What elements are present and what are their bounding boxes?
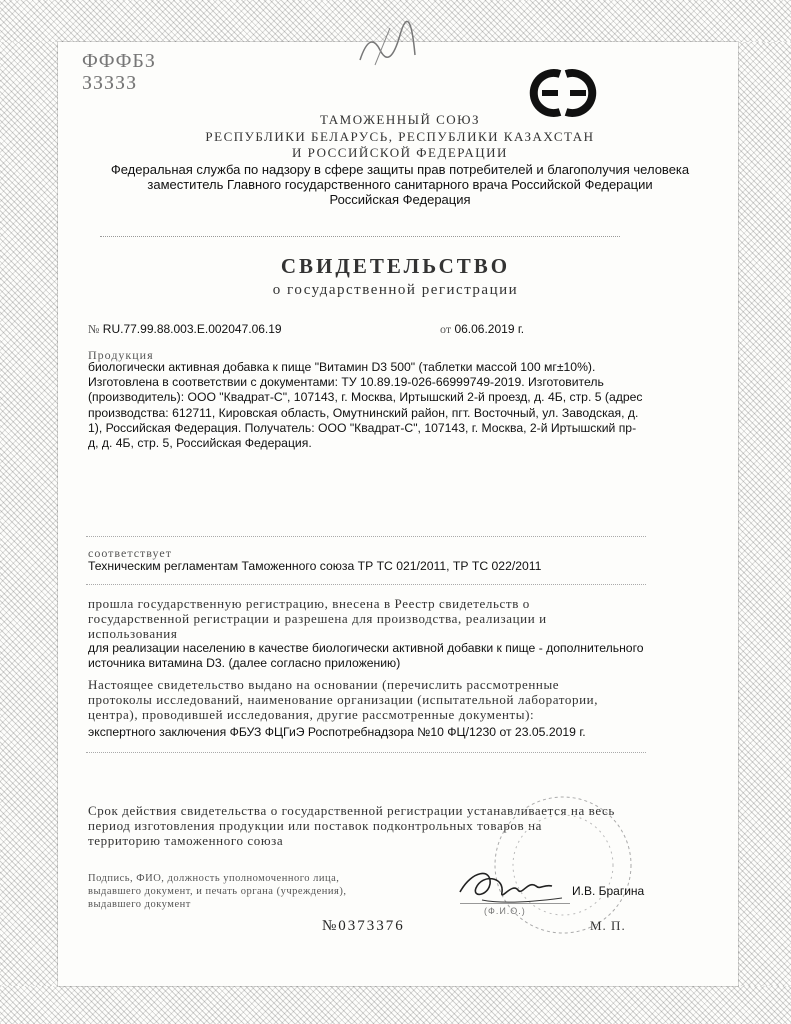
basis-line: Настоящее свидетельство выдано на основании (перечислить рассмотренные	[88, 677, 560, 692]
scan-border-bottom	[0, 986, 791, 1024]
union-federation: И РОССИЙСКОЙ ФЕДЕРАЦИИ	[292, 145, 508, 160]
validity-line: Срок действия свидетельства о государственной регистрации устанавливается на весь	[88, 803, 615, 818]
signature-line	[460, 903, 570, 904]
agency-name: Федеральная служба по надзору в сфере защиты прав потребителей и благополучия человека	[110, 162, 690, 177]
date-value: 06.06.2019 г.	[454, 322, 525, 336]
top-stamp	[82, 50, 192, 100]
compliance-text: Техническим регламентам Таможенного союза ТР ТС 021/2011, ТР ТС 022/2011	[88, 559, 542, 573]
section-divider	[86, 752, 646, 753]
document-subtitle: о государственной регистрации	[272, 282, 519, 298]
union-title: ТАМОЖЕННЫЙ СОЮЗ	[319, 112, 481, 127]
product-line: 1), Российская Федерация. Получатель: ООО "Квадрат-С", 107143, г. Москва, 2-й Иртышский пр-	[88, 420, 637, 435]
statement-line: государственной регистрации и разрешена для производства, реализации и	[88, 611, 547, 626]
top-stamp-line: ФФФБЗ	[82, 50, 156, 72]
agency-official: заместитель Главного государственного санитарного врача Российской Федерации	[147, 177, 653, 192]
top-scribble-mark	[350, 20, 420, 70]
validity-line: период изготовления продукции или поставок подконтрольных товаров на	[88, 818, 543, 833]
product-line: биологически активная добавка к пище "Витамин D3 500" (таблетки массой 100 мг±10%).	[88, 360, 596, 374]
validity-line: территорию таможенного союза	[88, 833, 284, 848]
usage-text	[88, 641, 658, 671]
signature-label-line: выдавшего документ	[88, 899, 191, 910]
registration-statement	[88, 596, 653, 641]
number-value: RU.77.99.88.003.Е.002047.06.19	[102, 322, 282, 336]
top-stamp-line: ЗЗЗЗЗ	[82, 72, 138, 94]
product-label: Продукция	[88, 348, 154, 362]
handwritten-signature	[452, 862, 572, 908]
number-label: №	[88, 322, 100, 336]
basis-line: центра), проводившей исследования, другие рассмотренные документы):	[88, 707, 535, 722]
registration-date	[440, 322, 524, 337]
product-line: Изготовлена в соответствии с документами: ТУ 10.89.19-026-66999749-2019. Изготовитель	[88, 375, 604, 390]
compliance-label: соответствует	[88, 546, 172, 560]
basis-line: протоколы исследований, наименование организации (испытательной лаборатории,	[88, 692, 599, 707]
section-divider	[86, 536, 646, 537]
signature-label-line: выдавшего документ, и печать органа (учреждения),	[88, 886, 347, 897]
statement-line: использования	[88, 626, 178, 641]
usage-line: для реализации населению в качестве биологически активной добавки к пище - дополнительного	[88, 641, 644, 655]
scan-border-right	[738, 42, 791, 986]
basis-value: экспертного заключения ФБУЗ ФЦГиЭ Роспотребнадзора №10 ФЦ/1230 от 23.05.2019 г.	[88, 725, 586, 739]
header-divider	[100, 236, 620, 237]
form-serial-number: №0373376	[322, 918, 405, 934]
product-line: производства: 612711, Кировская область, Омутнинский район, пгт. Восточный, ул. Заводская, д.	[88, 405, 639, 420]
section-divider	[86, 584, 646, 585]
seal-place-label: М. П.	[590, 918, 626, 933]
agency-country: Российская Федерация	[329, 192, 471, 207]
product-line: д, д. 4Б, стр. 5, Российская Федерация.	[88, 436, 312, 451]
signature-label-line: Подпись, ФИО, должность уполномоченного лица,	[88, 873, 340, 884]
statement-line: прошла государственную регистрацию, внесена в Реестр свидетельств о	[88, 596, 530, 611]
product-description	[88, 360, 658, 451]
signer-sublabel: (Ф.И.О.)	[484, 906, 526, 916]
scan-border-left	[0, 42, 58, 986]
signature-label	[88, 872, 346, 911]
union-countries: РЕСПУБЛИКИ БЕЛАРУСЬ, РЕСПУБЛИКИ КАЗАХСТАН	[205, 129, 595, 144]
document-title: СВИДЕТЕЛЬСТВО	[280, 254, 511, 278]
date-label: от	[440, 322, 452, 336]
usage-line: источника витамина D3. (далее согласно приложению)	[88, 656, 401, 671]
basis-statement	[88, 677, 653, 722]
signer-name: И.В. Брагина	[572, 884, 645, 898]
registration-number	[88, 322, 282, 337]
product-line: (производитель): ООО "Квадрат-С", 107143, г. Москва, Иртышский 2-й проезд, д. 4Б, стр. 5 (адрес	[88, 390, 643, 405]
